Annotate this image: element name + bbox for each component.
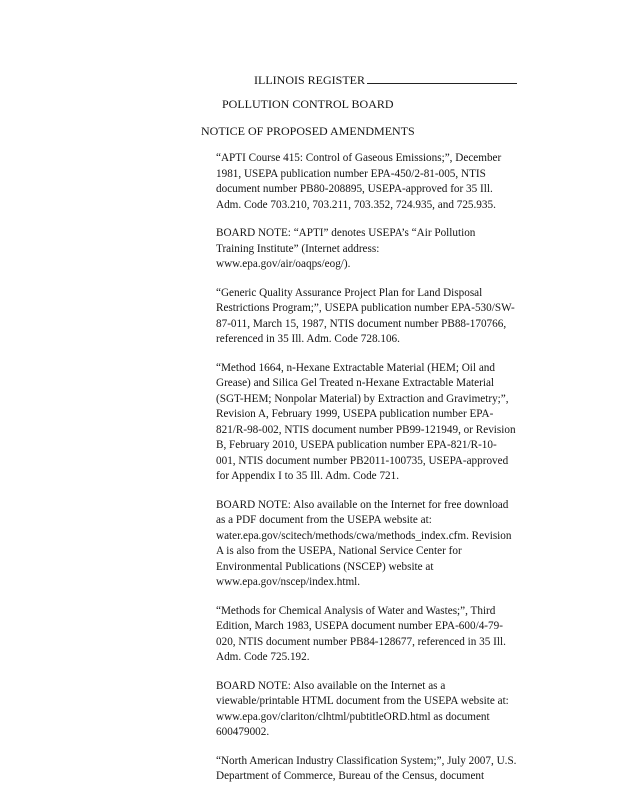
paragraph-generic-qapp: “Generic Quality Assurance Project Plan for Land Disposal Restrictions Program;”, USEPA publication number EPA-530/SW- 87-011, March 15, 1987, NTIS document number PB88-170766, referenced in 35 Ill. Adm. Code 728.106. bbox=[216, 286, 515, 345]
body-text bbox=[216, 151, 552, 798]
register-title: ILLINOIS REGISTER bbox=[254, 73, 365, 87]
header-rule bbox=[367, 72, 517, 84]
paragraph-methods-chemical-analysis: “Methods for Chemical Analysis of Water and Wastes;”, Third Edition, March 1983, USEPA document number EPA-600/4-79- 020, NTIS document number PB84-128677, referenced in 35 Ill. Adm. Code 725.192. bbox=[216, 604, 506, 663]
paragraph-board-note-apti: BOARD NOTE: “APTI” denotes USEPA’s “Air Pollution Training Institute” (Internet address: www.epa.gov/air/oaqps/eog/). bbox=[216, 227, 476, 270]
paragraph-naics: “North American Industry Classification System;”, July 2007, U.S. Department of Commerce, Bureau of the Census, document bbox=[216, 754, 517, 782]
paragraph-method-1664: “Method 1664, n-Hexane Extractable Material (HEM; Oil and Grease) and Silica Gel Treated n-Hexane Extractable Material (SGT-HEM; Nonpolar Material) by Extraction and Gravimetry;”, Revision A, February 1999, USEPA publication number EPA- 821/R-98-002, NTIS document number PB99-121949, or Revision B, February 2010, USEPA publication number EPA-821/R-10- 001, NTIS document number PB2011-100735, USEPA-approved for Appendix I to 35 Ill. Adm. Code 721. bbox=[216, 361, 516, 482]
board-title: POLLUTION CONTROL BOARD bbox=[222, 97, 394, 111]
paragraph-board-note-method-1664: BOARD NOTE: Also available on the Internet for free download as a PDF document from the USEPA website at: water.epa.gov/scitech/methods/cwa/methods_index.cfm. Revision A is also from the USEPA, National Service Center for Environmental Publications (NSCEP) website at www.epa.gov/nscep/index.html. bbox=[216, 498, 512, 588]
notice-title: NOTICE OF PROPOSED AMENDMENTS bbox=[201, 124, 415, 138]
register-header bbox=[254, 72, 517, 87]
paragraph-board-note-methods: BOARD NOTE: Also available on the Internet as a viewable/printable HTML document from the USEPA website at: www.epa.gov/clariton/clhtml/pubtitleORD.html as document 600479002. bbox=[216, 679, 509, 738]
paragraph-apti-course: “APTI Course 415: Control of Gaseous Emissions;”, December 1981, USEPA publication number EPA-450/2-81-005, NTIS document number PB80-208895, USEPA-approved for 35 Ill. Adm. Code 703.210, 703.211, 703.352, 724.935, and 725.935. bbox=[216, 152, 502, 211]
